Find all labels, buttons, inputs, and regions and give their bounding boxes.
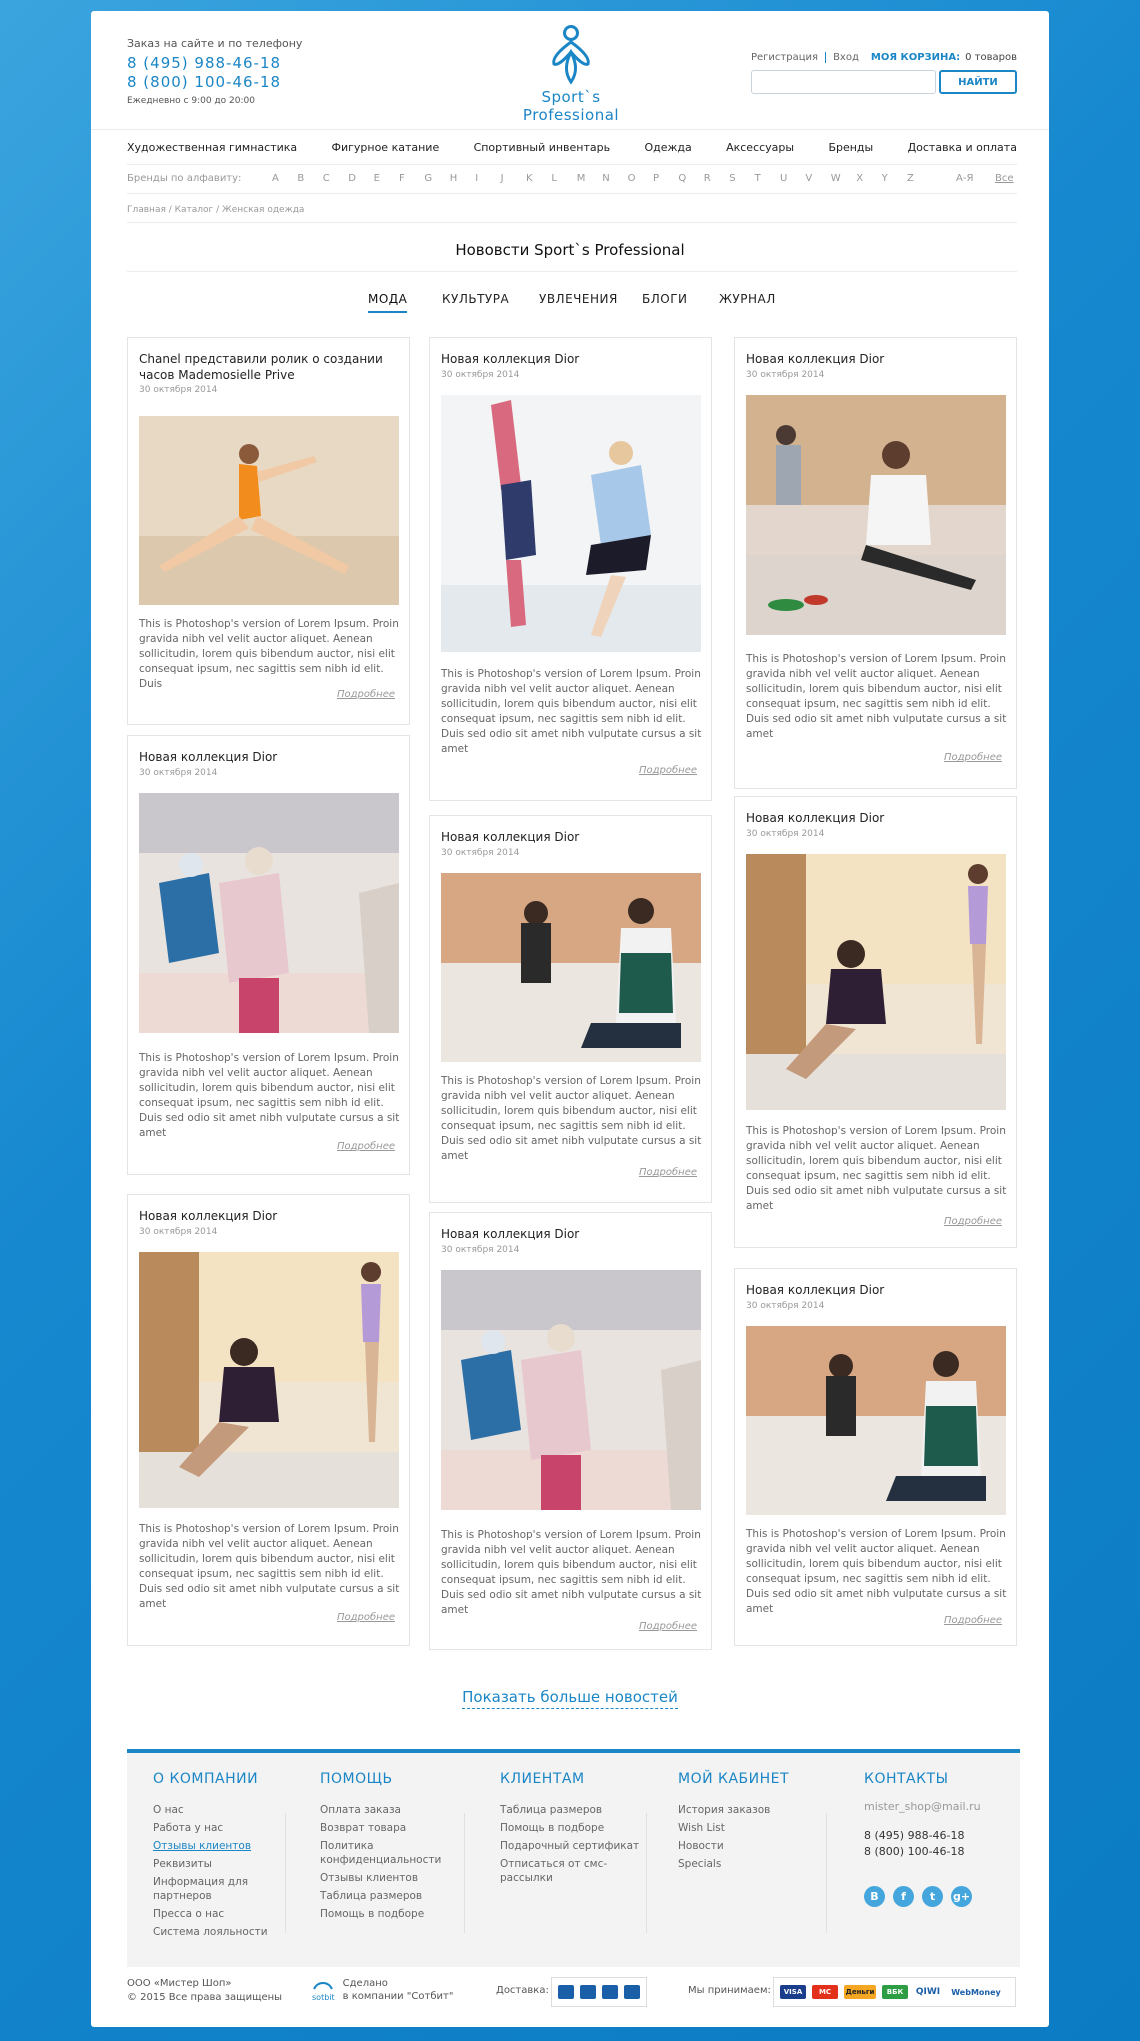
- search-input[interactable]: [751, 70, 936, 94]
- accept-label: Мы принимаем:: [688, 1985, 771, 1996]
- alphabet-letter[interactable]: S: [729, 173, 736, 184]
- footer-link[interactable]: Оплата заказа: [320, 1804, 401, 1816]
- footer-contacts: [864, 1771, 1004, 1907]
- logo-text: Sport`s Professional: [522, 88, 620, 124]
- show-more-news-button[interactable]: [91, 1688, 1049, 1706]
- alphabet-letter[interactable]: B: [297, 173, 305, 184]
- card-more-link[interactable]: Подробнее: [943, 752, 1002, 763]
- footer-link[interactable]: Политика конфиденциальности: [320, 1840, 442, 1866]
- login-link[interactable]: Вход: [833, 52, 859, 63]
- alphabet-letter[interactable]: U: [780, 173, 788, 184]
- divider: [464, 1813, 465, 1933]
- footer-link[interactable]: Помощь в подборе: [320, 1908, 425, 1920]
- card-image[interactable]: [746, 854, 1006, 1110]
- alphabet-cyrillic[interactable]: А-Я: [956, 173, 974, 184]
- alphabet-letter[interactable]: C: [322, 173, 330, 184]
- footer-link[interactable]: Система лояльности: [153, 1926, 268, 1938]
- footer-link[interactable]: Помощь в подборе: [500, 1822, 605, 1834]
- alphabet-letter[interactable]: V: [805, 173, 813, 184]
- card-date: 30 октября 2014: [139, 768, 218, 778]
- footer-link[interactable]: Новости: [678, 1840, 724, 1852]
- tab-hobbies[interactable]: УВЛЕЧЕНИЯ: [539, 292, 618, 306]
- alphabet-letter[interactable]: O: [627, 173, 636, 184]
- card-text: This is Photoshop's version of Lorem Ipsum. Proin gravida nibh vel velit auctor aliquet. Aenean sollicitudin, lorem quis bibendum auctor, nisi elit consequat ipsum, nec sagittis sem nibh id elit. Duis sed odio sit amet nibh vulputate cursus a sit amet: [139, 1523, 400, 1610]
- divider: [285, 1813, 286, 1933]
- news-card: [429, 337, 712, 801]
- alphabet-letter[interactable]: W: [830, 173, 841, 184]
- card-date: 30 октября 2014: [441, 848, 520, 858]
- card-image[interactable]: [139, 1252, 399, 1508]
- footer-link[interactable]: Таблица размеров: [500, 1804, 603, 1816]
- alphabet-letter[interactable]: R: [703, 173, 711, 184]
- visa-icon: VISA: [780, 1985, 806, 1999]
- news-card: [734, 796, 1017, 1248]
- alphabet-letter[interactable]: P: [653, 173, 660, 184]
- phone-2[interactable]: 8 (800) 100-46-18: [127, 73, 282, 91]
- divider: [646, 1813, 647, 1933]
- google-plus-icon[interactable]: g+: [951, 1886, 972, 1907]
- footer-heading: МОЙ КАБИНЕТ: [678, 1771, 790, 1787]
- card-date: 30 октября 2014: [746, 370, 825, 380]
- card-more-link[interactable]: Подробнее: [638, 1621, 697, 1632]
- twitter-icon[interactable]: t: [922, 1886, 943, 1907]
- nav-item[interactable]: Спортивный инвентарь: [473, 141, 611, 154]
- contact-phone[interactable]: 8 (800) 100-46-18: [864, 1845, 965, 1858]
- alphabet-letter[interactable]: D: [348, 173, 356, 184]
- footer-link[interactable]: Отписаться от смс-рассылки: [500, 1858, 608, 1884]
- divider: [825, 52, 826, 63]
- footer-link[interactable]: Реквизиты: [153, 1858, 212, 1870]
- divider: [91, 129, 1049, 130]
- card-text: This is Photoshop's version of Lorem Ipsum. Proin gravida nibh vel velit auctor aliquet. Aenean sollicitudin, lorem quis bibendum auctor, nisi elit consequat ipsum, nec sagittis sem nibh id elit. Duis sed odio sit amet nibh vulputate cursus a sit amet: [441, 1075, 702, 1162]
- alphabet-letter[interactable]: G: [424, 173, 433, 184]
- card-image[interactable]: [139, 793, 399, 1033]
- breadcrumb[interactable]: Главная / Каталог / Женская одежда: [127, 205, 305, 215]
- card-text: This is Photoshop's version of Lorem Ipsum. Proin gravida nibh vel velit auctor aliquet. Aenean sollicitudin, lorem quis bibendum auctor, nisi elit consequat ipsum, nec sagittis sem nibh id elit. Duis: [139, 618, 399, 690]
- card-title[interactable]: Новая коллекция Dior: [441, 830, 580, 844]
- page-title: Нововсти Sport`s Professional: [455, 241, 685, 259]
- card-text: This is Photoshop's version of Lorem Ipsum. Proin gravida nibh vel velit auctor aliquet. Aenean sollicitudin, lorem quis bibendum auctor, nisi elit consequat ipsum, nec sagittis sem nibh id elit. Duis sed odio sit amet nibh vulputate cursus a sit amet: [746, 1528, 1007, 1615]
- footer: [127, 1749, 1020, 1967]
- card-date: 30 октября 2014: [746, 829, 825, 839]
- card-more-link[interactable]: Подробнее: [943, 1615, 1002, 1626]
- footer-link[interactable]: Информация для партнеров: [153, 1876, 249, 1902]
- nav-item[interactable]: Одежда: [644, 141, 692, 154]
- mastercard-icon: MC: [812, 1985, 838, 1999]
- card-date: 30 октября 2014: [139, 385, 218, 395]
- card-title[interactable]: Chanel представили ролик о создании часов Mademosielle Prive: [139, 352, 383, 382]
- alphabet-letter[interactable]: L: [551, 173, 557, 184]
- card-title[interactable]: Новая коллекция Dior: [441, 1227, 580, 1241]
- brand-alphabet: [127, 173, 1017, 184]
- news-card: [429, 815, 712, 1203]
- divider: [127, 222, 1017, 223]
- register-link[interactable]: Регистрация: [751, 52, 819, 63]
- divider: [127, 164, 1017, 165]
- card-date: 30 октября 2014: [441, 1245, 520, 1255]
- card-more-link[interactable]: Подробнее: [336, 689, 395, 700]
- footer-heading: КЛИЕНТАМ: [500, 1771, 585, 1787]
- page-container: [91, 11, 1049, 2027]
- card-image[interactable]: [441, 1270, 701, 1510]
- news-card: [127, 337, 410, 725]
- footer-cabinet: [678, 1771, 818, 1875]
- payment-methods: [773, 1977, 1016, 2007]
- contact-email[interactable]: mister_shop@mail.ru: [864, 1800, 981, 1813]
- social-links: [864, 1886, 1004, 1907]
- alphabet-label: Бренды по алфавиту:: [127, 173, 242, 184]
- alphabet-letter[interactable]: Z: [907, 173, 914, 184]
- alphabet-letter[interactable]: H: [449, 173, 458, 184]
- card-image[interactable]: [441, 873, 701, 1062]
- sotbit-label: sotbit: [312, 1992, 335, 2002]
- footer-link[interactable]: Таблица размеров: [320, 1890, 423, 1902]
- card-more-link[interactable]: Подробнее: [638, 1167, 697, 1178]
- footer-link[interactable]: Возврат товара: [320, 1822, 407, 1834]
- nav-item[interactable]: Аксессуары: [726, 141, 795, 154]
- card-date: 30 октября 2014: [746, 1301, 825, 1311]
- gymnast-logo-icon: [546, 24, 596, 86]
- phone-1[interactable]: 8 (495) 988-46-18: [127, 54, 282, 72]
- card-more-link[interactable]: Подробнее: [638, 765, 697, 776]
- qiwi-icon: QIWI: [915, 1987, 941, 1997]
- facebook-icon[interactable]: f: [893, 1886, 914, 1907]
- footer-link[interactable]: Пресса о нас: [153, 1908, 225, 1920]
- footer-heading: ПОМОЩЬ: [320, 1771, 393, 1787]
- card-date: 30 октября 2014: [139, 1227, 218, 1237]
- card-more-link[interactable]: Подробнее: [943, 1216, 1002, 1227]
- alphabet-letter[interactable]: Q: [678, 173, 687, 184]
- nav-item[interactable]: Бренды: [828, 141, 874, 154]
- alphabet-letter[interactable]: T: [754, 173, 761, 184]
- card-more-link[interactable]: Подробнее: [336, 1141, 395, 1152]
- made-by[interactable]: [312, 1977, 453, 2003]
- card-image[interactable]: [441, 395, 701, 652]
- card-image[interactable]: [746, 395, 1006, 635]
- divider: [127, 271, 1017, 272]
- delivery-icon: [580, 1985, 596, 1999]
- card-title[interactable]: Новая коллекция Dior: [746, 1283, 885, 1297]
- footer-link[interactable]: История заказов: [678, 1804, 771, 1816]
- card-title[interactable]: Новая коллекция Dior: [746, 811, 885, 825]
- alphabet-letter[interactable]: K: [526, 173, 533, 184]
- card-title[interactable]: Новая коллекция Dior: [441, 352, 580, 366]
- card-date: 30 октября 2014: [441, 370, 520, 380]
- news-card: [127, 735, 410, 1175]
- card-title[interactable]: Новая коллекция Dior: [139, 750, 278, 764]
- card-title[interactable]: Новая коллекция Dior: [746, 352, 885, 366]
- vk-icon[interactable]: B: [864, 1886, 885, 1907]
- nav-item[interactable]: Доставка и оплата: [907, 141, 1017, 154]
- main-nav: [127, 141, 1017, 154]
- card-text: This is Photoshop's version of Lorem Ipsum. Proin gravida nibh vel velit auctor aliquet. Aenean sollicitudin, lorem quis bibendum auctor, nisi elit consequat ipsum, nec sagittis sem nibh id elit. Duis sed odio sit amet nibh vulputate cursus a sit amet: [139, 1052, 400, 1139]
- alphabet-letter[interactable]: N: [602, 173, 610, 184]
- order-label: Заказ на сайте и по телефону: [127, 37, 303, 50]
- contact-phone[interactable]: 8 (495) 988-46-18: [864, 1829, 965, 1842]
- footer-link[interactable]: О нас: [153, 1804, 184, 1816]
- footer-about: [153, 1771, 283, 1943]
- show-more-label[interactable]: Показать больше новостей: [462, 1688, 678, 1709]
- alphabet-letter[interactable]: J: [500, 173, 504, 184]
- alphabet-letter[interactable]: Y: [881, 173, 888, 184]
- yandex-money-icon: Деньги: [844, 1985, 876, 1999]
- cart-count[interactable]: 0 товаров: [965, 52, 1017, 63]
- vbk-icon: ВБК: [882, 1985, 908, 1999]
- divider: [127, 193, 1017, 194]
- alphabet-all[interactable]: Все: [995, 173, 1014, 184]
- tab-culture[interactable]: КУЛЬТУРА: [442, 292, 510, 306]
- copyright: © 2015 Все права защищены: [127, 1992, 283, 2003]
- tab-journal[interactable]: ЖУРНАЛ: [719, 292, 776, 306]
- delivery-icon: [558, 1985, 574, 1999]
- footer-clients: [500, 1771, 640, 1889]
- footer-link[interactable]: Specials: [678, 1858, 722, 1870]
- delivery-methods: [551, 1977, 647, 2007]
- cart-label[interactable]: МОЯ КОРЗИНА:: [870, 52, 961, 63]
- footer-help: [320, 1771, 460, 1925]
- nav-item[interactable]: Фигурное катание: [331, 141, 440, 154]
- news-card: [127, 1194, 410, 1646]
- sotbit-logo-icon: [312, 1979, 335, 2002]
- card-image[interactable]: [746, 1326, 1006, 1515]
- alphabet-letter[interactable]: X: [856, 173, 864, 184]
- alphabet-letter[interactable]: M: [576, 173, 586, 184]
- card-more-link[interactable]: Подробнее: [336, 1612, 395, 1623]
- logo[interactable]: [491, 24, 651, 124]
- alphabet-letter[interactable]: F: [399, 173, 405, 184]
- nav-item[interactable]: Художественная гимнастика: [127, 141, 298, 154]
- footer-link[interactable]: Отзывы клиентов: [153, 1840, 252, 1852]
- alphabet-letter[interactable]: I: [475, 173, 479, 184]
- news-card: [429, 1212, 712, 1650]
- search-button[interactable]: НАЙТИ: [939, 70, 1017, 94]
- card-image[interactable]: [139, 416, 399, 605]
- card-title[interactable]: Новая коллекция Dior: [139, 1209, 278, 1223]
- webmoney-icon: WebMoney: [948, 1985, 1004, 1999]
- footer-link[interactable]: Подарочный сертификат: [500, 1840, 640, 1852]
- copyright-block: [127, 1977, 282, 2005]
- alphabet-letter[interactable]: A: [272, 173, 279, 184]
- footer-link[interactable]: Работа у нас: [153, 1822, 224, 1834]
- alphabet-letter[interactable]: E: [373, 173, 380, 184]
- company-name: ООО «Мистер Шоп»: [127, 1978, 232, 1989]
- news-card: [734, 337, 1017, 789]
- footer-heading: КОНТАКТЫ: [864, 1771, 949, 1787]
- working-hours: Ежедневно с 9:00 до 20:00: [127, 96, 255, 106]
- tab-fashion[interactable]: МОДА: [368, 292, 407, 313]
- footer-link[interactable]: Отзывы клиентов: [320, 1872, 419, 1884]
- divider: [826, 1813, 827, 1933]
- card-text: This is Photoshop's version of Lorem Ipsum. Proin gravida nibh vel velit auctor aliquet. Aenean sollicitudin, lorem quis bibendum auctor, nisi elit consequat ipsum, nec sagittis sem nibh id elit. Duis sed odio sit amet nibh vulputate cursus a sit amet: [441, 668, 702, 755]
- header-account: [751, 52, 1017, 94]
- made-by-line-1: Сделано: [342, 1978, 388, 1989]
- made-by-line-2: в компании "Сотбит": [342, 1991, 454, 2002]
- card-text: This is Photoshop's version of Lorem Ipsum. Proin gravida nibh vel velit auctor aliquet. Aenean sollicitudin, lorem quis bibendum auctor, nisi elit consequat ipsum, nec sagittis sem nibh id elit. Duis sed odio sit amet nibh vulputate cursus a sit amet: [746, 1125, 1007, 1212]
- footer-heading: О КОМПАНИИ: [153, 1771, 259, 1787]
- tab-blogs[interactable]: БЛОГИ: [642, 292, 688, 306]
- card-text: This is Photoshop's version of Lorem Ipsum. Proin gravida nibh vel velit auctor aliquet. Aenean sollicitudin, lorem quis bibendum auctor, nisi elit consequat ipsum, nec sagittis sem nibh id elit. Duis sed odio sit amet nibh vulputate cursus a sit amet: [746, 653, 1007, 740]
- card-text: This is Photoshop's version of Lorem Ipsum. Proin gravida nibh vel velit auctor aliquet. Aenean sollicitudin, lorem quis bibendum auctor, nisi elit consequat ipsum, nec sagittis sem nibh id elit. Duis sed odio sit amet nibh vulputate cursus a sit amet: [441, 1529, 702, 1616]
- delivery-label: Доставка:: [496, 1985, 549, 1996]
- delivery-icon: [624, 1985, 640, 1999]
- footer-link[interactable]: Wish List: [678, 1822, 725, 1834]
- delivery-icon: [602, 1985, 618, 1999]
- news-card: [734, 1268, 1017, 1646]
